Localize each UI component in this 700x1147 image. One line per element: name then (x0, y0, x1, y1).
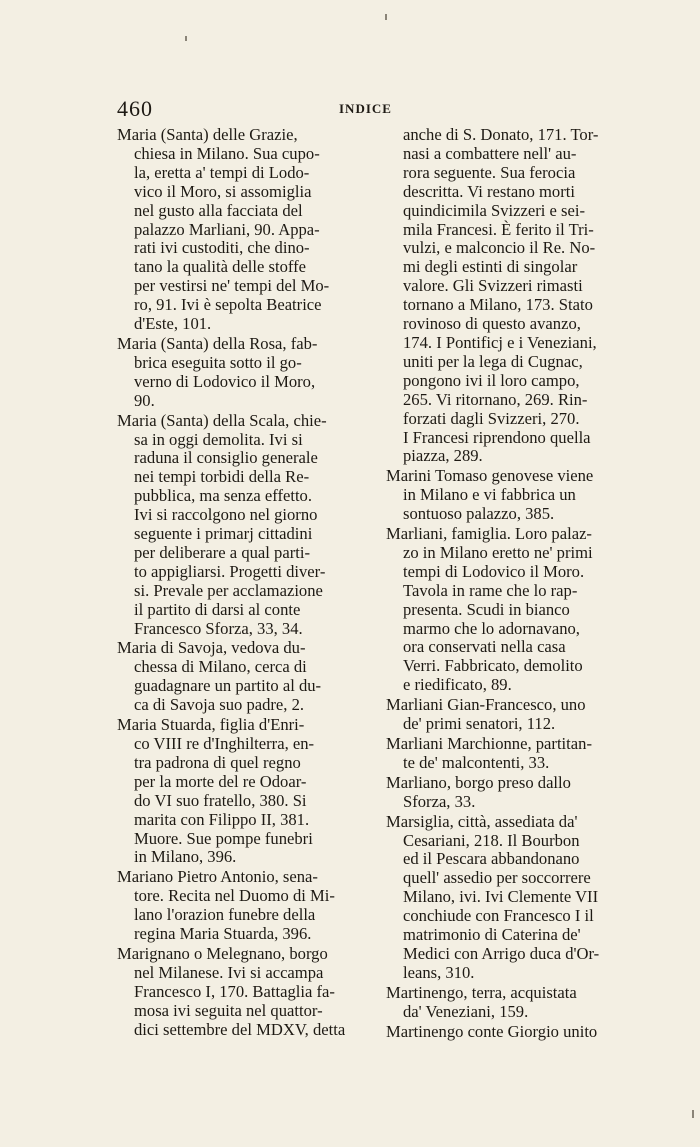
index-line: Marliani Gian-Francesco, uno (386, 695, 586, 715)
index-entry (117, 716, 373, 867)
index-line: te de' malcontenti, 33. (403, 752, 550, 772)
index-line: presenta. Scudi in bianco (403, 599, 570, 619)
index-entry (386, 735, 640, 773)
index-line: nel Milanese. Ivi si accampa (134, 962, 324, 982)
index-line: zo in Milano eretto ne' primi (403, 542, 593, 562)
index-line: quell' assedio per soccorrere (403, 868, 591, 888)
index-line: il partito di darsi al conte (134, 599, 301, 619)
index-line: 90. (134, 390, 155, 410)
index-line: regina Maria Stuarda, 396. (134, 924, 312, 944)
index-line: tore. Recita nel Duomo di Mi- (134, 886, 335, 906)
running-head: INDICE (339, 101, 392, 116)
index-line: Mariano Pietro Antonio, sena- (117, 867, 318, 887)
index-line: do VI suo fratello, 380. Si (134, 790, 307, 810)
index-line: anche di S. Donato, 171. Tor- (403, 125, 599, 144)
index-line: Maria (Santa) della Rosa, fab- (117, 333, 318, 353)
index-line: uniti per la lega di Cugnac, (403, 351, 583, 371)
index-line: pongono ivi il loro campo, (403, 370, 580, 390)
index-entry (386, 774, 640, 812)
index-line: 265. Vi ritornano, 269. Rin- (403, 389, 588, 409)
index-line: Maria (Santa) delle Grazie, (117, 125, 298, 144)
index-line: to appigliarsi. Progetti diver- (134, 561, 326, 581)
index-column-left (117, 126, 373, 1041)
index-line: seguente i primarj cittadini (134, 524, 313, 544)
index-line: per vestirsi ne' tempi del Mo- (134, 276, 330, 296)
page-header (117, 96, 637, 124)
index-line: tornano a Milano, 173. Stato (403, 295, 593, 315)
index-line: Muore. Sue pompe funebri (134, 828, 313, 848)
index-line: Marliano, borgo preso dallo (386, 772, 571, 792)
index-line: sa in oggi demolita. Ivi si (134, 429, 303, 449)
index-line: Maria di Savoja, vedova du- (117, 638, 306, 658)
index-line: Ivi si raccolgono nel giorno (134, 505, 318, 525)
index-line: Marliani Marchionne, partitan- (386, 734, 592, 753)
index-entry (386, 525, 640, 695)
index-line: pubblica, ma senza effetto. (134, 486, 313, 506)
index-line: chiesa in Milano. Sua cupo- (134, 143, 320, 163)
index-line: Martinengo, terra, acquistata (386, 982, 577, 1002)
index-line: guadagnare un partito al du- (134, 676, 322, 696)
index-line: chessa di Milano, cerca di (134, 657, 307, 677)
index-line: Marsiglia, città, assediata da' (386, 811, 578, 831)
index-line: dici settembre del MDXV, detta (134, 1019, 346, 1039)
index-line: Maria (Santa) della Scala, chie- (117, 410, 327, 430)
paper-speck (692, 1110, 694, 1118)
index-line: tra padrona di quel regno (134, 752, 301, 772)
index-entry (117, 945, 373, 1040)
index-line: mila Francesi. È ferito il Tri- (403, 219, 594, 239)
index-line: quindicimila Svizzeri e sei- (403, 200, 586, 220)
index-line: brica eseguita sotto il go- (134, 352, 302, 372)
index-line: nasi a combattere nell' au- (403, 143, 577, 163)
index-line: marmo che lo adornavano, (403, 618, 580, 638)
index-line: nei tempi torbidi della Re- (134, 467, 310, 487)
index-line: tempi di Lodovico il Moro. (403, 561, 585, 581)
index-line: Maria Stuarda, figlia d'Enri- (117, 715, 305, 735)
index-line: Martinengo conte Giorgio unito (386, 1021, 598, 1041)
index-line: vulzi, e malconcio il Re. No- (403, 238, 596, 258)
index-line: mosa ivi seguita nel quattor- (134, 1000, 323, 1020)
index-line: marita con Filippo II, 381. (134, 809, 310, 829)
index-line: rora seguente. Sua ferocia (403, 162, 576, 182)
index-line: Medici con Arrigo duca d'Or- (403, 943, 600, 963)
index-line: raduna il consiglio generale (134, 448, 318, 468)
index-entry (386, 984, 640, 1022)
index-line: 174. I Pontificj e i Veneziani, (403, 332, 597, 352)
index-line: Cesariani, 218. Il Bourbon (403, 830, 580, 850)
index-line: verno di Lodovico il Moro, (134, 371, 316, 391)
index-column-right (386, 126, 640, 1043)
index-line: ora conservati nella casa (403, 637, 566, 657)
index-line: Francesco Sforza, 33, 34. (134, 618, 303, 638)
index-line: d'Este, 101. (134, 314, 212, 334)
index-line: rati ivi custoditi, che dino- (134, 238, 310, 258)
index-line: leans, 310. (403, 962, 475, 982)
index-line: co VIII re d'Inghilterra, en- (134, 734, 315, 753)
index-line: la, eretta a' tempi di Lodo- (134, 162, 310, 182)
index-line: ed il Pescara abbandonano (403, 849, 580, 869)
index-line: si. Prevale per acclamazione (134, 580, 323, 600)
index-entry (117, 412, 373, 639)
index-line: forzati dagli Svizzeri, 270. (403, 408, 580, 428)
index-line: da' Veneziani, 159. (403, 1001, 529, 1021)
index-entry (386, 813, 640, 983)
index-entry (386, 1023, 640, 1042)
index-line: ro, 91. Ivi è sepolta Beatrice (134, 295, 322, 315)
index-line: lano l'orazion funebre della (134, 905, 316, 925)
index-entry-continuation (386, 126, 640, 466)
index-line: Francesco I, 170. Battaglia fa- (134, 981, 335, 1001)
index-line: Tavola in rame che lo rap- (403, 580, 578, 600)
index-line: matrimonio di Caterina de' (403, 925, 581, 945)
index-line: palazzo Marliani, 90. Appa- (134, 219, 320, 239)
index-entry (117, 868, 373, 944)
index-line: e riedificato, 89. (403, 675, 512, 695)
index-line: valore. Gli Svizzeri rimasti (403, 276, 583, 296)
index-entry (117, 126, 373, 334)
paper-speck (385, 14, 387, 20)
index-line: Milano, ivi. Ivi Clemente VII (403, 887, 599, 907)
page-number: 460 (117, 96, 153, 121)
index-entry (117, 639, 373, 715)
index-line: rovinoso di questo avanzo, (403, 314, 581, 334)
index-line: Verri. Fabbricato, demolito (403, 656, 583, 676)
index-entry (117, 335, 373, 411)
index-line: conchiude con Francesco I il (403, 906, 594, 926)
index-line: Marliani, famiglia. Loro palaz- (386, 524, 592, 544)
index-line: piazza, 289. (403, 446, 483, 466)
index-line: Marignano o Melegnano, borgo (117, 943, 328, 963)
index-line: per la morte del re Odoar- (134, 771, 307, 791)
index-line: sontuoso palazzo, 385. (403, 504, 555, 524)
index-line: Sforza, 33. (403, 791, 476, 811)
index-line: per deliberare a qual parti- (134, 542, 310, 562)
index-entry (386, 467, 640, 524)
index-line: Marini Tomaso genovese viene (386, 466, 594, 486)
index-line: descritta. Vi restano morti (403, 181, 575, 201)
index-line: mi degli estinti di singolar (403, 257, 578, 277)
index-line: de' primi senatori, 112. (403, 714, 556, 734)
index-line: in Milano e vi fabbrica un (403, 485, 576, 505)
index-entry (386, 696, 640, 734)
paper-speck (185, 36, 187, 41)
index-line: nel gusto alla facciata del (134, 200, 303, 220)
index-line: ca di Savoja suo padre, 2. (134, 695, 305, 715)
index-line: vico il Moro, si assomiglia (134, 181, 312, 201)
index-line: I Francesi riprendono quella (403, 427, 591, 447)
index-line: in Milano, 396. (134, 847, 237, 867)
index-line: tano la qualità delle stoffe (134, 257, 307, 277)
